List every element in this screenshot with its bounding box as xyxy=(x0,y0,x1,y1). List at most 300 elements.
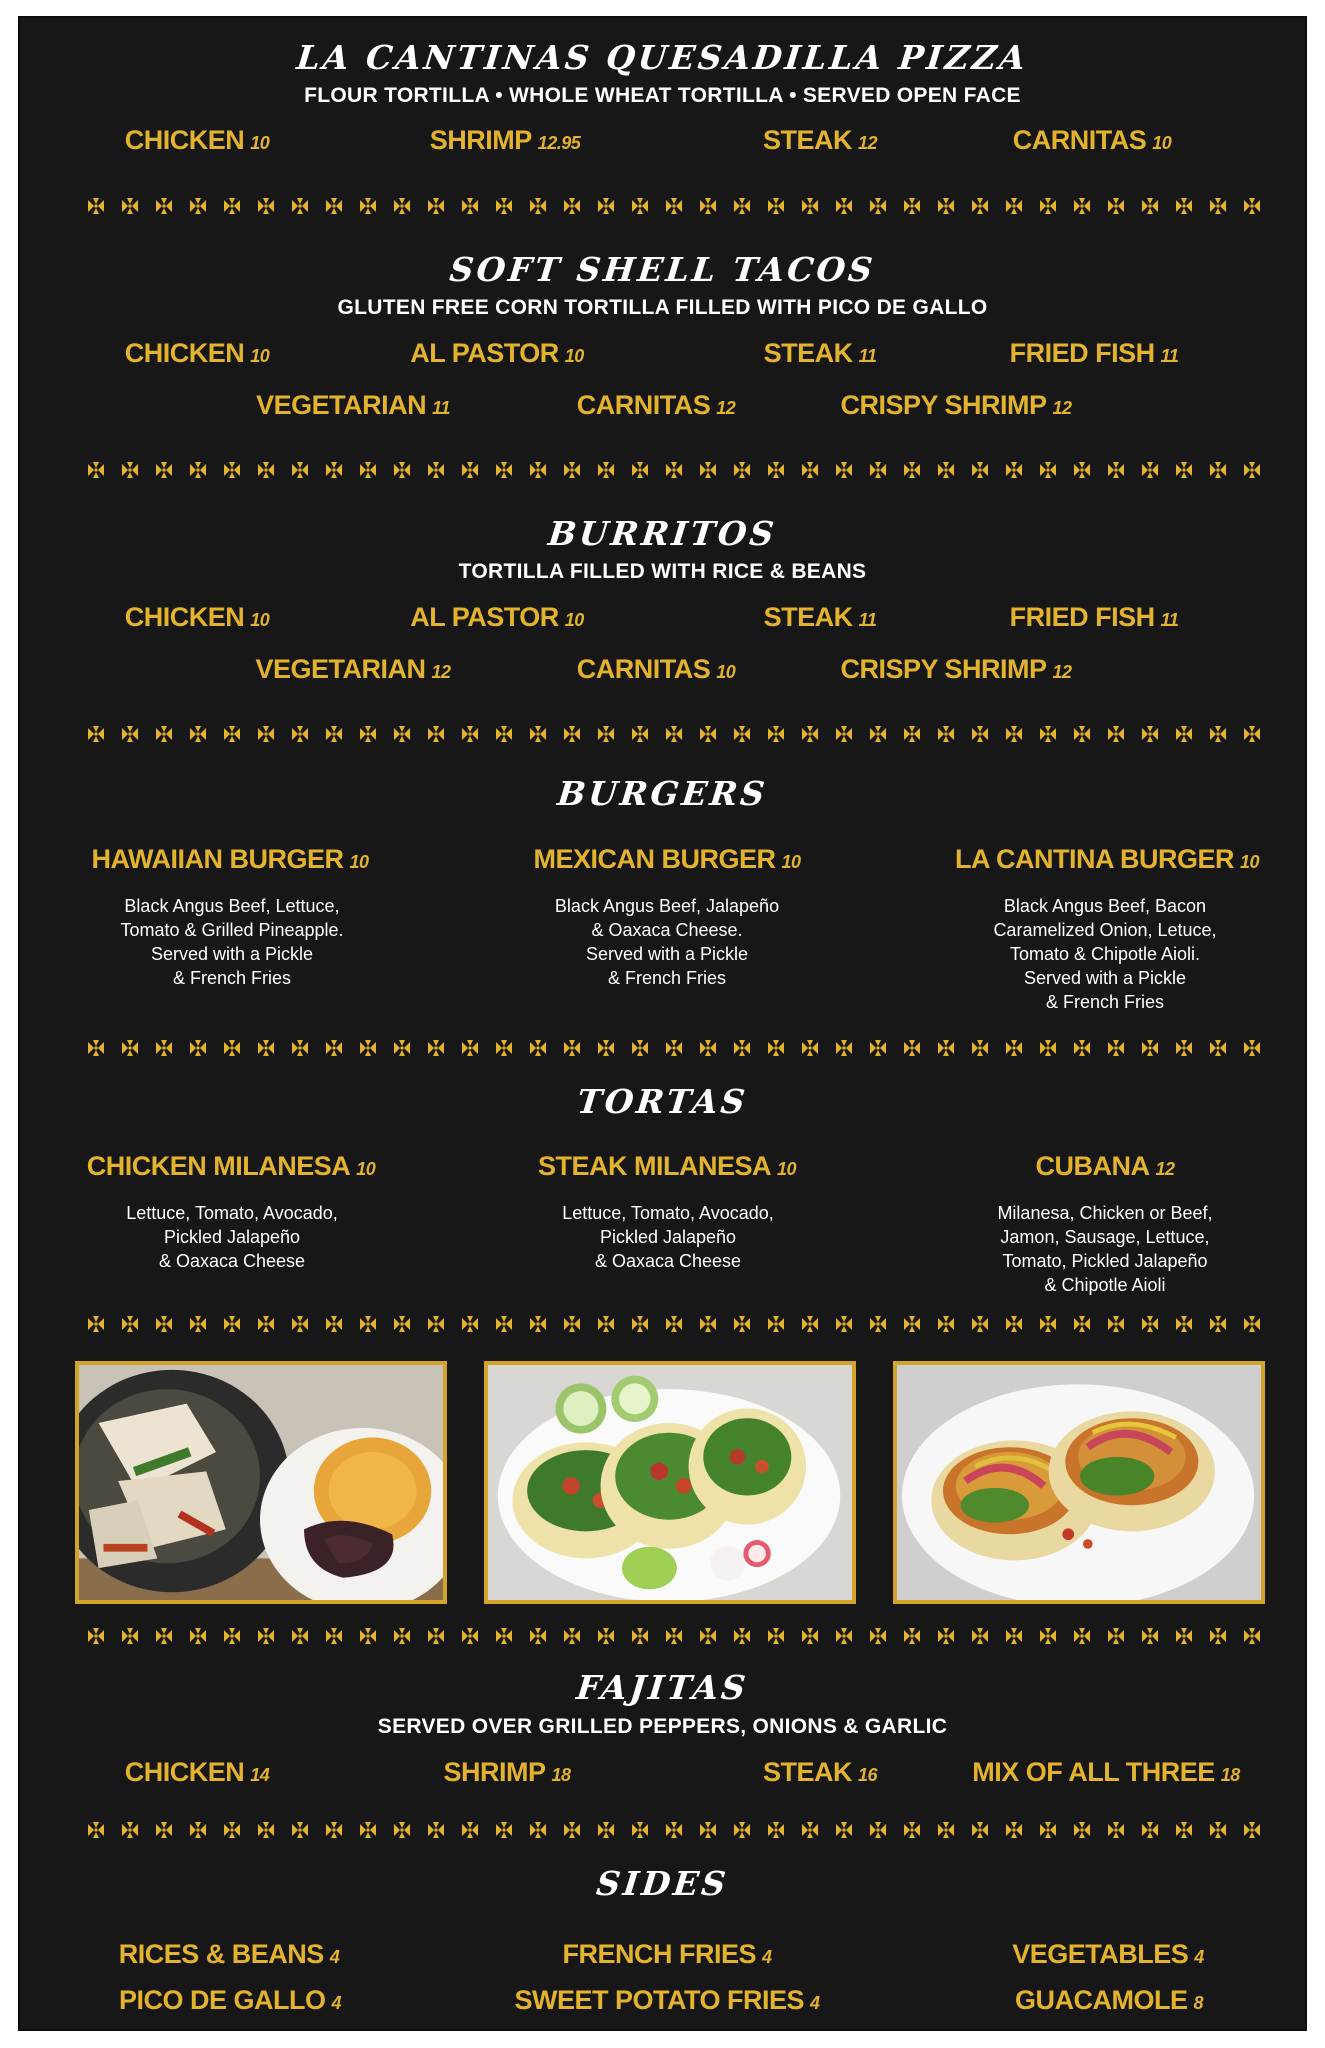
tacos-subtitle: GLUTEN FREE CORN TORTILLA FILLED WITH PICO DE GALLO xyxy=(337,296,988,319)
menu-page xyxy=(18,16,1307,2031)
ornament-icon xyxy=(1142,1040,1158,1056)
ornament-icon xyxy=(836,726,852,742)
ornament-icon xyxy=(870,1040,886,1056)
ornament-icon xyxy=(190,1628,206,1644)
ornament-icon xyxy=(938,1822,954,1838)
ornament-icon xyxy=(156,726,172,742)
ornament-icon xyxy=(1074,198,1090,214)
ornament-icon xyxy=(394,1316,410,1332)
ornament-icon xyxy=(1176,1040,1192,1056)
ornament-icon xyxy=(360,1316,376,1332)
ornament-icon xyxy=(632,1628,648,1644)
ornament-icon xyxy=(836,1316,852,1332)
ornament-icon xyxy=(870,1316,886,1332)
burritos-item-carnitas: CARNITAS 10 xyxy=(576,654,736,684)
ornament-icon xyxy=(836,1822,852,1838)
ornament-icon xyxy=(428,1628,444,1644)
ornament-divider xyxy=(88,1312,1278,1336)
ornament-icon xyxy=(802,462,818,478)
ornament-divider xyxy=(88,458,1278,482)
side-item-guacamole: GUACAMOLE 8 xyxy=(1014,1985,1204,2015)
ornament-icon xyxy=(632,726,648,742)
ornament-icon xyxy=(224,1316,240,1332)
ornament-icon xyxy=(394,1040,410,1056)
fajitas-item-chicken: CHICKEN 14 xyxy=(124,1757,270,1787)
ornament-icon xyxy=(530,1316,546,1332)
ornament-icon xyxy=(326,1316,342,1332)
ornament-icon xyxy=(462,1316,478,1332)
ornament-divider xyxy=(88,1036,1278,1060)
ornament-icon xyxy=(1244,1316,1260,1332)
ornament-icon xyxy=(428,1822,444,1838)
ornament-icon xyxy=(1074,1316,1090,1332)
ornament-icon xyxy=(598,462,614,478)
ornament-icon xyxy=(666,1628,682,1644)
ornament-icon xyxy=(156,1628,172,1644)
ornament-icon xyxy=(428,462,444,478)
ornament-divider xyxy=(88,1624,1278,1648)
ornament-icon xyxy=(1006,1628,1022,1644)
ornament-icon xyxy=(496,198,512,214)
ornament-divider xyxy=(88,722,1278,746)
ornament-icon xyxy=(598,1316,614,1332)
ornament-icon xyxy=(530,1040,546,1056)
pizza-item-chicken: CHICKEN 10 xyxy=(124,125,270,155)
ornament-icon xyxy=(1210,462,1226,478)
ornament-icon xyxy=(1006,198,1022,214)
ornament-icon xyxy=(768,726,784,742)
ornament-icon xyxy=(394,1822,410,1838)
ornament-icon xyxy=(1142,198,1158,214)
ornament-icon xyxy=(326,1040,342,1056)
ornament-icon xyxy=(394,198,410,214)
ornament-icon xyxy=(258,1040,274,1056)
ornament-icon xyxy=(598,1040,614,1056)
ornament-icon xyxy=(870,726,886,742)
ornament-icon xyxy=(1244,198,1260,214)
ornament-icon xyxy=(1244,1040,1260,1056)
ornament-icon xyxy=(1210,1316,1226,1332)
ornament-icon xyxy=(190,726,206,742)
ornament-icon xyxy=(1142,1822,1158,1838)
fajitas-item-mix: MIX OF ALL THREE 18 xyxy=(972,1757,1240,1787)
ornament-icon xyxy=(122,198,138,214)
burritos-item-fried-fish: FRIED FISH 11 xyxy=(1009,602,1179,632)
tacos-item-carnitas: CARNITAS 12 xyxy=(576,390,736,420)
ornament-icon xyxy=(496,1040,512,1056)
torta-item-cubana: CUBANA 12 xyxy=(1035,1151,1175,1181)
ornament-icon xyxy=(734,462,750,478)
ornament-icon xyxy=(1108,726,1124,742)
ornament-icon xyxy=(1176,726,1192,742)
ornament-icon xyxy=(122,726,138,742)
ornament-icon xyxy=(598,1628,614,1644)
ornament-icon xyxy=(836,462,852,478)
ornament-icon xyxy=(870,1822,886,1838)
ornament-icon xyxy=(394,726,410,742)
ornament-icon xyxy=(462,198,478,214)
ornament-icon xyxy=(802,198,818,214)
ornament-icon xyxy=(768,1822,784,1838)
ornament-icon xyxy=(1040,1628,1056,1644)
burger-description: Black Angus Beef, Jalapeño & Oaxaca Cheese. Served with a Pickle & French Fries xyxy=(554,896,780,988)
ornament-icon xyxy=(360,1040,376,1056)
ornament-icon xyxy=(802,1040,818,1056)
ornament-icon xyxy=(326,1628,342,1644)
ornament-icon xyxy=(258,1628,274,1644)
ornament-icon xyxy=(904,1628,920,1644)
torta-description: Lettuce, Tomato, Avocado, Pickled Jalapeño & Oaxaca Cheese xyxy=(126,1203,338,1271)
pizza-item-steak: STEAK 12 xyxy=(762,125,878,155)
ornament-icon xyxy=(530,198,546,214)
ornament-icon xyxy=(360,1822,376,1838)
ornament-icon xyxy=(156,1316,172,1332)
fajitas-subtitle: SERVED OVER GRILLED PEPPERS, ONIONS & GARLIC xyxy=(377,1715,948,1738)
ornament-icon xyxy=(1040,1316,1056,1332)
ornament-icon xyxy=(224,1628,240,1644)
side-item-rices-beans: RICES & BEANS 4 xyxy=(118,1939,340,1969)
ornament-icon xyxy=(1176,198,1192,214)
ornament-icon xyxy=(530,1628,546,1644)
ornament-icon xyxy=(122,462,138,478)
burger-item-la-cantina: LA CANTINA BURGER 10 xyxy=(954,844,1260,874)
ornament-icon xyxy=(1040,1822,1056,1838)
ornament-icon xyxy=(258,462,274,478)
ornament-icon xyxy=(88,1316,104,1332)
ornament-icon xyxy=(292,1316,308,1332)
ornament-icon xyxy=(1040,198,1056,214)
ornament-icon xyxy=(156,1040,172,1056)
ornament-icon xyxy=(666,1316,682,1332)
ornament-icon xyxy=(1244,1628,1260,1644)
ornament-icon xyxy=(564,462,580,478)
ornament-icon xyxy=(564,726,580,742)
ornament-icon xyxy=(1176,1316,1192,1332)
burgers-title: BURGERS xyxy=(555,774,770,813)
ornament-icon xyxy=(326,198,342,214)
ornament-icon xyxy=(1108,198,1124,214)
ornament-icon xyxy=(1006,726,1022,742)
fajitas-title: FAJITAS xyxy=(574,1668,751,1707)
ornament-icon xyxy=(666,726,682,742)
ornament-icon xyxy=(1006,1040,1022,1056)
ornament-icon xyxy=(530,1822,546,1838)
ornament-icon xyxy=(666,462,682,478)
ornament-icon xyxy=(326,1822,342,1838)
ornament-icon xyxy=(496,1316,512,1332)
ornament-icon xyxy=(700,462,716,478)
ornament-icon xyxy=(734,1040,750,1056)
ornament-icon xyxy=(360,1628,376,1644)
ornament-icon xyxy=(1108,1822,1124,1838)
burritos-title: BURRITOS xyxy=(546,514,779,553)
ornament-icon xyxy=(564,1040,580,1056)
ornament-icon xyxy=(394,462,410,478)
ornament-icon xyxy=(88,1040,104,1056)
ornament-icon xyxy=(1142,1628,1158,1644)
ornament-icon xyxy=(904,1040,920,1056)
side-item-french-fries: FRENCH FRIES 4 xyxy=(562,1939,772,1969)
ornament-icon xyxy=(394,1628,410,1644)
ornament-icon xyxy=(360,198,376,214)
ornament-icon xyxy=(904,726,920,742)
ornament-icon xyxy=(1244,462,1260,478)
ornament-icon xyxy=(768,1628,784,1644)
ornament-icon xyxy=(1074,1822,1090,1838)
ornament-icon xyxy=(496,1628,512,1644)
ornament-icon xyxy=(292,198,308,214)
ornament-icon xyxy=(564,1316,580,1332)
ornament-icon xyxy=(632,1822,648,1838)
ornament-icon xyxy=(224,198,240,214)
ornament-icon xyxy=(258,1316,274,1332)
ornament-icon xyxy=(1244,1822,1260,1838)
ornament-icon xyxy=(938,1628,954,1644)
ornament-icon xyxy=(224,1822,240,1838)
ornament-icon xyxy=(564,1822,580,1838)
ornament-icon xyxy=(768,1040,784,1056)
ornament-icon xyxy=(598,1822,614,1838)
ornament-icon xyxy=(1142,1316,1158,1332)
side-item-pico-de-gallo: PICO DE GALLO 4 xyxy=(118,1985,342,2015)
ornament-icon xyxy=(870,198,886,214)
ornament-icon xyxy=(1108,1040,1124,1056)
ornament-icon xyxy=(870,462,886,478)
ornament-icon xyxy=(1108,1316,1124,1332)
ornament-icon xyxy=(802,1316,818,1332)
ornament-icon xyxy=(1210,1822,1226,1838)
ornament-divider xyxy=(88,194,1278,218)
ornament-icon xyxy=(122,1822,138,1838)
tacos-photo xyxy=(484,1361,856,1604)
tacos-item-crispy-shrimp: CRISPY SHRIMP 12 xyxy=(840,390,1072,420)
ornament-icon xyxy=(156,198,172,214)
ornament-icon xyxy=(122,1628,138,1644)
ornament-icon xyxy=(462,1040,478,1056)
ornament-icon xyxy=(802,1628,818,1644)
ornament-icon xyxy=(938,462,954,478)
ornament-icon xyxy=(292,726,308,742)
tortas-title: TORTAS xyxy=(575,1082,750,1121)
ornament-icon xyxy=(904,198,920,214)
ornament-icon xyxy=(768,198,784,214)
ornament-icon xyxy=(1040,1040,1056,1056)
pizza-title: LA CANTINAS QUESADILLA PIZZA xyxy=(294,38,1031,77)
ornament-icon xyxy=(1176,462,1192,478)
ornament-icon xyxy=(1210,726,1226,742)
pizza-item-carnitas: CARNITAS 10 xyxy=(1012,125,1172,155)
ornament-icon xyxy=(1006,1316,1022,1332)
ornament-icon xyxy=(700,726,716,742)
ornament-icon xyxy=(1210,1040,1226,1056)
ornament-icon xyxy=(88,726,104,742)
tacos-item-al-pastor: AL PASTOR 10 xyxy=(410,338,584,368)
burritos-item-crispy-shrimp: CRISPY SHRIMP 12 xyxy=(840,654,1072,684)
ornament-icon xyxy=(700,1040,716,1056)
ornament-icon xyxy=(972,1040,988,1056)
ornament-icon xyxy=(1040,726,1056,742)
ornament-icon xyxy=(1006,462,1022,478)
ornament-icon xyxy=(496,726,512,742)
ornament-icon xyxy=(224,462,240,478)
ornament-icon xyxy=(326,726,342,742)
sides-title: SIDES xyxy=(594,1864,731,1903)
ornament-icon xyxy=(1142,726,1158,742)
fajitas-item-shrimp: SHRIMP 18 xyxy=(443,1757,571,1787)
ornament-icon xyxy=(1074,462,1090,478)
ornament-icon xyxy=(972,1822,988,1838)
ornament-icon xyxy=(190,1040,206,1056)
ornament-icon xyxy=(1006,1822,1022,1838)
ornament-icon xyxy=(598,198,614,214)
tacos-item-vegetarian: VEGETARIAN 11 xyxy=(256,390,450,420)
ornament-icon xyxy=(1210,1628,1226,1644)
ornament-icon xyxy=(734,1822,750,1838)
fajita-plate-photo xyxy=(75,1361,447,1604)
burger-description: Black Angus Beef, Lettuce, Tomato & Grilled Pineapple. Served with a Pickle & French Fries xyxy=(120,896,344,988)
ornament-icon xyxy=(1142,462,1158,478)
ornament-icon xyxy=(258,1822,274,1838)
ornament-icon xyxy=(258,726,274,742)
ornament-icon xyxy=(836,1628,852,1644)
ornament-icon xyxy=(768,462,784,478)
ornament-icon xyxy=(88,1628,104,1644)
burger-item-mexican: MEXICAN BURGER 10 xyxy=(533,844,801,874)
ornament-icon xyxy=(768,1316,784,1332)
ornament-icon xyxy=(462,726,478,742)
ornament-icon xyxy=(972,726,988,742)
ornament-icon xyxy=(156,1822,172,1838)
ornament-icon xyxy=(496,1822,512,1838)
ornament-icon xyxy=(156,462,172,478)
ornament-icon xyxy=(700,1628,716,1644)
ornament-icon xyxy=(190,1316,206,1332)
ornament-icon xyxy=(360,726,376,742)
pizza-subtitle: FLOUR TORTILLA • WHOLE WHEAT TORTILLA • SERVED OPEN FACE xyxy=(304,84,1021,107)
ornament-icon xyxy=(1176,1628,1192,1644)
ornament-icon xyxy=(462,1822,478,1838)
ornament-icon xyxy=(530,462,546,478)
burritos-item-steak: STEAK 11 xyxy=(763,602,877,632)
ornament-icon xyxy=(938,1040,954,1056)
tacos-item-steak: STEAK 11 xyxy=(763,338,877,368)
ornament-icon xyxy=(1244,726,1260,742)
ornament-icon xyxy=(972,198,988,214)
ornament-divider xyxy=(88,1818,1278,1842)
burritos-item-chicken: CHICKEN 10 xyxy=(124,602,270,632)
ornament-icon xyxy=(564,1628,580,1644)
pizza-item-shrimp: SHRIMP 12.95 xyxy=(429,125,581,155)
ornament-icon xyxy=(462,1628,478,1644)
ornament-icon xyxy=(666,1040,682,1056)
ornament-icon xyxy=(734,1316,750,1332)
ornament-icon xyxy=(190,198,206,214)
ornament-icon xyxy=(904,1822,920,1838)
ornament-icon xyxy=(258,198,274,214)
ornament-icon xyxy=(224,1040,240,1056)
ornament-icon xyxy=(734,198,750,214)
ornament-icon xyxy=(972,1628,988,1644)
burger-item-hawaiian: HAWAIIAN BURGER 10 xyxy=(91,844,369,874)
tacos-item-chicken: CHICKEN 10 xyxy=(124,338,270,368)
ornament-icon xyxy=(734,1628,750,1644)
ornament-icon xyxy=(938,198,954,214)
torta-item-steak-milanesa: STEAK MILANESA 10 xyxy=(537,1151,797,1181)
fajitas-item-steak: STEAK 16 xyxy=(762,1757,878,1787)
fish-tacos-photo xyxy=(893,1361,1265,1604)
ornament-icon xyxy=(802,1822,818,1838)
ornament-icon xyxy=(700,198,716,214)
ornament-icon xyxy=(802,726,818,742)
ornament-icon xyxy=(666,198,682,214)
tacos-title: SOFT SHELL TACOS xyxy=(447,250,878,289)
ornament-icon xyxy=(1108,1628,1124,1644)
ornament-icon xyxy=(428,726,444,742)
ornament-icon xyxy=(972,462,988,478)
ornament-icon xyxy=(428,1040,444,1056)
ornament-icon xyxy=(1074,1628,1090,1644)
ornament-icon xyxy=(972,1316,988,1332)
side-item-sweet-potato-fries: SWEET POTATO FRIES 4 xyxy=(514,1985,820,2015)
ornament-icon xyxy=(326,462,342,478)
ornament-icon xyxy=(700,1316,716,1332)
burritos-subtitle: TORTILLA FILLED WITH RICE & BEANS xyxy=(458,560,867,583)
ornament-icon xyxy=(122,1040,138,1056)
ornament-icon xyxy=(700,1822,716,1838)
ornament-icon xyxy=(292,462,308,478)
ornament-icon xyxy=(496,462,512,478)
ornament-icon xyxy=(632,1316,648,1332)
ornament-icon xyxy=(88,198,104,214)
ornament-icon xyxy=(836,1040,852,1056)
ornament-icon xyxy=(1176,1822,1192,1838)
side-item-vegetables: VEGETABLES 4 xyxy=(1012,1939,1204,1969)
ornament-icon xyxy=(360,462,376,478)
ornament-icon xyxy=(190,1822,206,1838)
ornament-icon xyxy=(938,726,954,742)
ornament-icon xyxy=(428,198,444,214)
ornament-icon xyxy=(836,198,852,214)
ornament-icon xyxy=(598,726,614,742)
ornament-icon xyxy=(904,462,920,478)
ornament-icon xyxy=(292,1040,308,1056)
tacos-item-fried-fish: FRIED FISH 11 xyxy=(1009,338,1179,368)
ornament-icon xyxy=(190,462,206,478)
ornament-icon xyxy=(122,1316,138,1332)
burritos-item-al-pastor: AL PASTOR 10 xyxy=(410,602,584,632)
ornament-icon xyxy=(632,462,648,478)
ornament-icon xyxy=(462,462,478,478)
ornament-icon xyxy=(428,1316,444,1332)
ornament-icon xyxy=(564,198,580,214)
ornament-icon xyxy=(88,1822,104,1838)
burritos-item-vegetarian: VEGETARIAN 12 xyxy=(255,654,451,684)
ornament-icon xyxy=(938,1316,954,1332)
ornament-icon xyxy=(1108,462,1124,478)
ornament-icon xyxy=(904,1316,920,1332)
ornament-icon xyxy=(632,198,648,214)
burger-description: Black Angus Beef, Bacon Caramelized Onion, Letuce, Tomato & Chipotle Aioli. Served with a Pickle & French Fries xyxy=(993,896,1217,1012)
ornament-icon xyxy=(870,1628,886,1644)
ornament-icon xyxy=(292,1822,308,1838)
ornament-icon xyxy=(734,726,750,742)
ornament-icon xyxy=(224,726,240,742)
ornament-icon xyxy=(1040,462,1056,478)
ornament-icon xyxy=(88,462,104,478)
ornament-icon xyxy=(1074,1040,1090,1056)
ornament-icon xyxy=(1074,726,1090,742)
ornament-icon xyxy=(292,1628,308,1644)
